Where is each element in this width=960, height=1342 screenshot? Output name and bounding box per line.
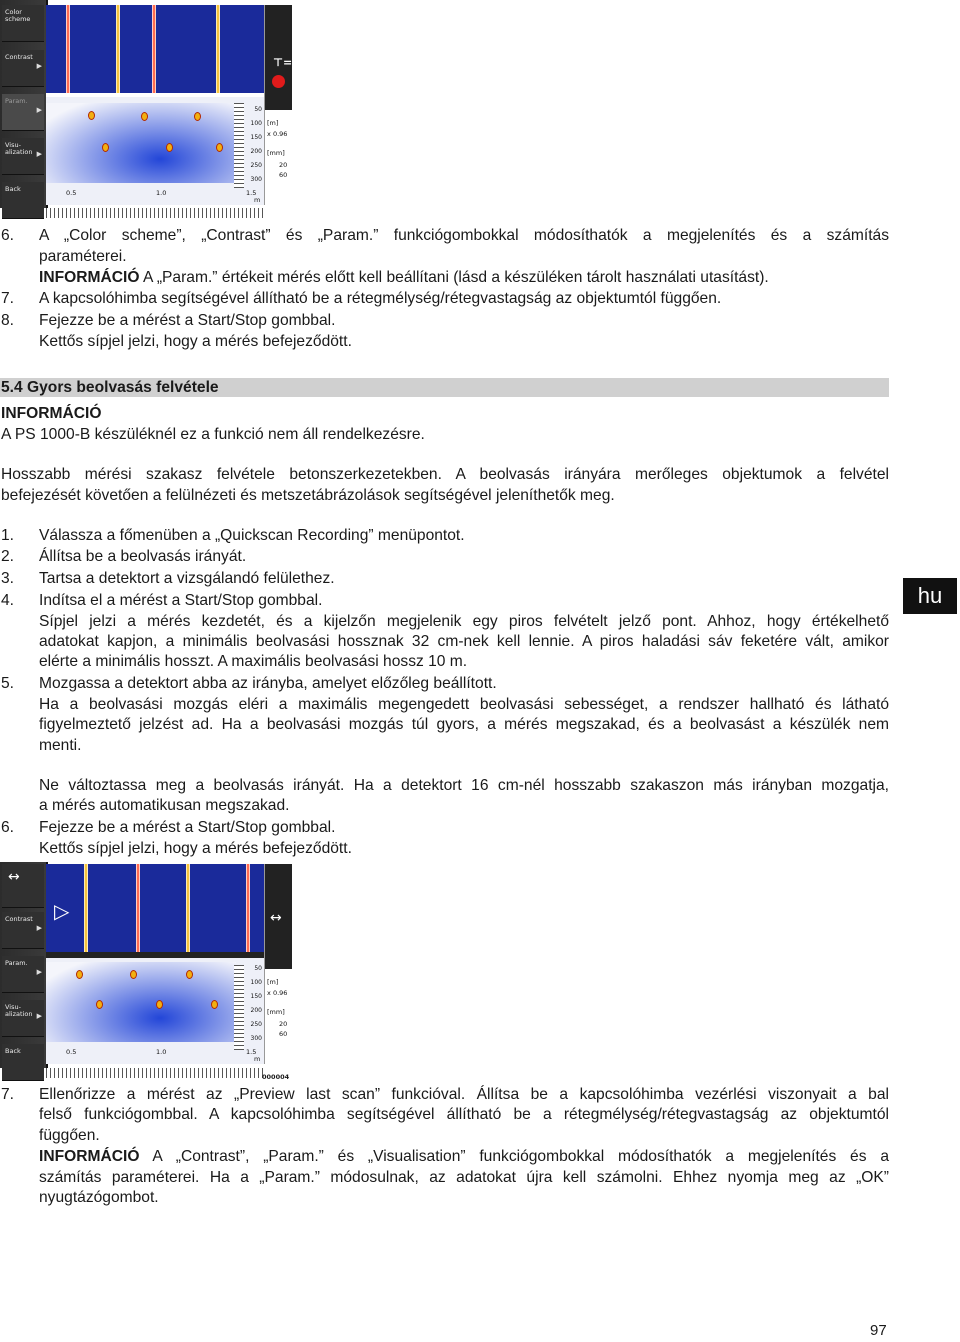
scan-counter: 000004 bbox=[262, 1073, 290, 1081]
intro-text: befejezését követően a felülnézeti és metszetábrázolások segítségével jeleníthetők meg. bbox=[1, 487, 615, 504]
list-item-text: Kettős sípjel jelzi, hogy a mérés befejeződött. bbox=[39, 333, 352, 350]
status-panel: ↔ [m] x 0.96 [mm] 20 60 bbox=[264, 864, 292, 1064]
intro-text: Hosszabb mérési szakasz felvétele betonszerkezetekben. A beolvasás irányára merőleges objektumok a felvétel bbox=[1, 466, 889, 483]
distance-scale: 0.5 1.0 1.5 m bbox=[66, 189, 261, 204]
function-button-panel bbox=[0, 862, 48, 1068]
list-item-text: menti. bbox=[39, 737, 82, 754]
list-item-text: figyelmeztető jelzést ad. Ha a beolvasási mozgás túl gyors, a mérés megszakad, és a beolvasást a készülék nem bbox=[39, 716, 889, 733]
info-label: INFORMÁCIÓ bbox=[39, 1148, 140, 1165]
info-note: INFORMÁCIÓ A „Param.” értékeit mérés előtt kell beállítani (lásd a készüléken tárolt használati utasítást). bbox=[39, 269, 769, 286]
list-item-text: Mozgassa a detektort abba az irányba, amelyet előzőleg beállított. bbox=[39, 675, 497, 692]
arrow-right-icon: ▶ bbox=[36, 968, 42, 976]
arrow-right-icon: ▶ bbox=[36, 924, 42, 932]
list-number: 8. bbox=[1, 312, 15, 329]
distance-ruler bbox=[46, 1068, 264, 1078]
device-screenshot-1 bbox=[0, 0, 291, 218]
info-note: számítás paraméterei. Ha a „Param.” módosulnak, az adatokat újra kell számolni. Ehhez nyomja meg az „OK” bbox=[39, 1169, 889, 1186]
arrow-right-icon: ▶ bbox=[36, 106, 42, 114]
info-note: INFORMÁCIÓ A „Contrast”, „Param.” és „Visualisation” funkciógombokkal módosíthatók a megjelenítés és a bbox=[39, 1148, 889, 1165]
info-heading: INFORMÁCIÓ bbox=[1, 405, 102, 422]
list-number: 7. bbox=[1, 1086, 15, 1103]
contrast-button[interactable]: Contrast ▶ bbox=[2, 912, 44, 949]
list-item-text: Ne változtassa meg a beolvasás irányát. Ha a detektort 16 cm-nél hosszabb szakaszon más irányban mozgatja, bbox=[39, 777, 889, 794]
scan-display bbox=[46, 864, 264, 1064]
play-icon: ▷ bbox=[54, 901, 70, 923]
list-item-text: függően. bbox=[39, 1127, 100, 1144]
list-item-text: elérte a minimális hosszt. A maximális beolvasási hossz 10 m. bbox=[39, 653, 468, 670]
arrow-right-icon: ▶ bbox=[36, 62, 42, 70]
distance-scale: 0.5 1.0 1.5 m bbox=[66, 1048, 261, 1063]
list-item-text: adatokat kapjon, a minimális beolvasási hossznak 32 cm-nek kell lennie. A piros haladási sáv feketére vált, amikor bbox=[39, 633, 889, 650]
back-button[interactable]: Back bbox=[2, 182, 44, 219]
param-button[interactable]: Param. ▶ bbox=[2, 94, 44, 131]
list-number: 6. bbox=[1, 819, 15, 836]
list-item-text: a mérés automatikusan megszakad. bbox=[39, 797, 290, 814]
top-view-image bbox=[46, 864, 264, 952]
color-scheme-button[interactable]: Color scheme bbox=[2, 5, 44, 42]
double-arrow-icon: ↔ bbox=[270, 910, 282, 926]
list-item-text: Fejezze be a mérést a Start/Stop gombbal. bbox=[39, 312, 336, 329]
list-item-text: Ha a beolvasási mozgás eléri a maximális megengedett beolvasási sebességet, a rendszer hallható és látható bbox=[39, 696, 889, 713]
double-arrow-icon: ↔ bbox=[8, 869, 20, 885]
list-item-text: Kettős sípjel jelzi, hogy a mérés befejeződött. bbox=[39, 840, 352, 857]
list-number: 3. bbox=[1, 570, 15, 587]
list-number: 4. bbox=[1, 592, 15, 609]
function-button-panel bbox=[0, 0, 48, 208]
arrow-right-icon: ▶ bbox=[36, 1012, 42, 1020]
list-item-text: Ellenőrizze a mérést az „Preview last scan” funkcióval. Állítsa be a kapcsolóhimba vezérlési viszonyait a bal bbox=[39, 1086, 889, 1103]
scan-direction-button[interactable] bbox=[2, 864, 44, 908]
section-view-image bbox=[46, 103, 236, 183]
rocker-icon: ⊤= bbox=[273, 56, 293, 69]
visualization-button[interactable]: Visu-alization ▶ bbox=[2, 138, 44, 175]
language-tab: hu bbox=[903, 578, 957, 614]
page-number: 97 bbox=[870, 1322, 887, 1339]
depth-ruler bbox=[234, 103, 244, 188]
list-number: 1. bbox=[1, 527, 15, 544]
list-item-text: A kapcsolóhimba segítségével állítható be a rétegmélység/rétegvastagság az objektumtól függően. bbox=[39, 290, 722, 307]
depth-scale: 50 100 150 200 250 300 bbox=[250, 965, 262, 1042]
section-heading: 5.4 Gyors beolvasás felvétele bbox=[0, 378, 889, 397]
arrow-right-icon: ▶ bbox=[36, 150, 42, 158]
list-item-text: Válassza a főmenüben a „Quickscan Recording” menüpontot. bbox=[39, 527, 465, 544]
depth-ruler bbox=[234, 965, 244, 1050]
list-item-text: A „Color scheme”, „Contrast” és „Param.” funkciógombokkal módosíthatók a megjelenítés és a számítás bbox=[39, 227, 889, 244]
depth-scale: 50 100 150 200 250 300 bbox=[250, 106, 262, 183]
top-view-image bbox=[46, 5, 264, 93]
record-icon bbox=[272, 75, 285, 88]
visualization-button[interactable]: Visu-alization ▶ bbox=[2, 1000, 44, 1037]
list-item-text: Sípjel jelzi a mérés kezdetét, és a kijelzőn megjelenik egy piros felvételt jelző pont. Ahhoz, hogy értékelhető bbox=[39, 613, 889, 630]
list-item-text: Állítsa be a beolvasás irányát. bbox=[39, 548, 247, 565]
list-item-text: Indítsa el a mérést a Start/Stop gombbal. bbox=[39, 592, 323, 609]
info-label: INFORMÁCIÓ bbox=[39, 269, 140, 286]
list-number: 6. bbox=[1, 227, 15, 244]
info-body: A PS 1000-B készüléknél ez a funkció nem áll rendelkezésre. bbox=[1, 426, 425, 443]
param-button[interactable]: Param. ▶ bbox=[2, 956, 44, 993]
info-note: nyugtázógombot. bbox=[39, 1189, 159, 1206]
device-screenshot-2 bbox=[0, 862, 291, 1081]
list-number: 7. bbox=[1, 290, 15, 307]
contrast-button[interactable]: Contrast ▶ bbox=[2, 50, 44, 87]
distance-ruler bbox=[46, 208, 264, 218]
list-item-text: Tartsa a detektort a vizsgálandó felülethez. bbox=[39, 570, 335, 587]
scan-display bbox=[46, 5, 264, 205]
status-panel: ⊤= [m] x 0.96 [mm] 20 60 bbox=[264, 5, 292, 205]
list-item-text: felső funkciógombbal. A kapcsolóhimba segítségével állítható be a rétegmélység/rétegvastagság az objektumtól bbox=[39, 1106, 889, 1123]
back-button[interactable]: Back bbox=[2, 1044, 44, 1081]
list-number: 5. bbox=[1, 675, 15, 692]
list-item-text: Fejezze be a mérést a Start/Stop gombbal. bbox=[39, 819, 336, 836]
section-view-image bbox=[46, 962, 236, 1042]
list-number: 2. bbox=[1, 548, 15, 565]
list-item-text: paraméterei. bbox=[39, 248, 127, 265]
